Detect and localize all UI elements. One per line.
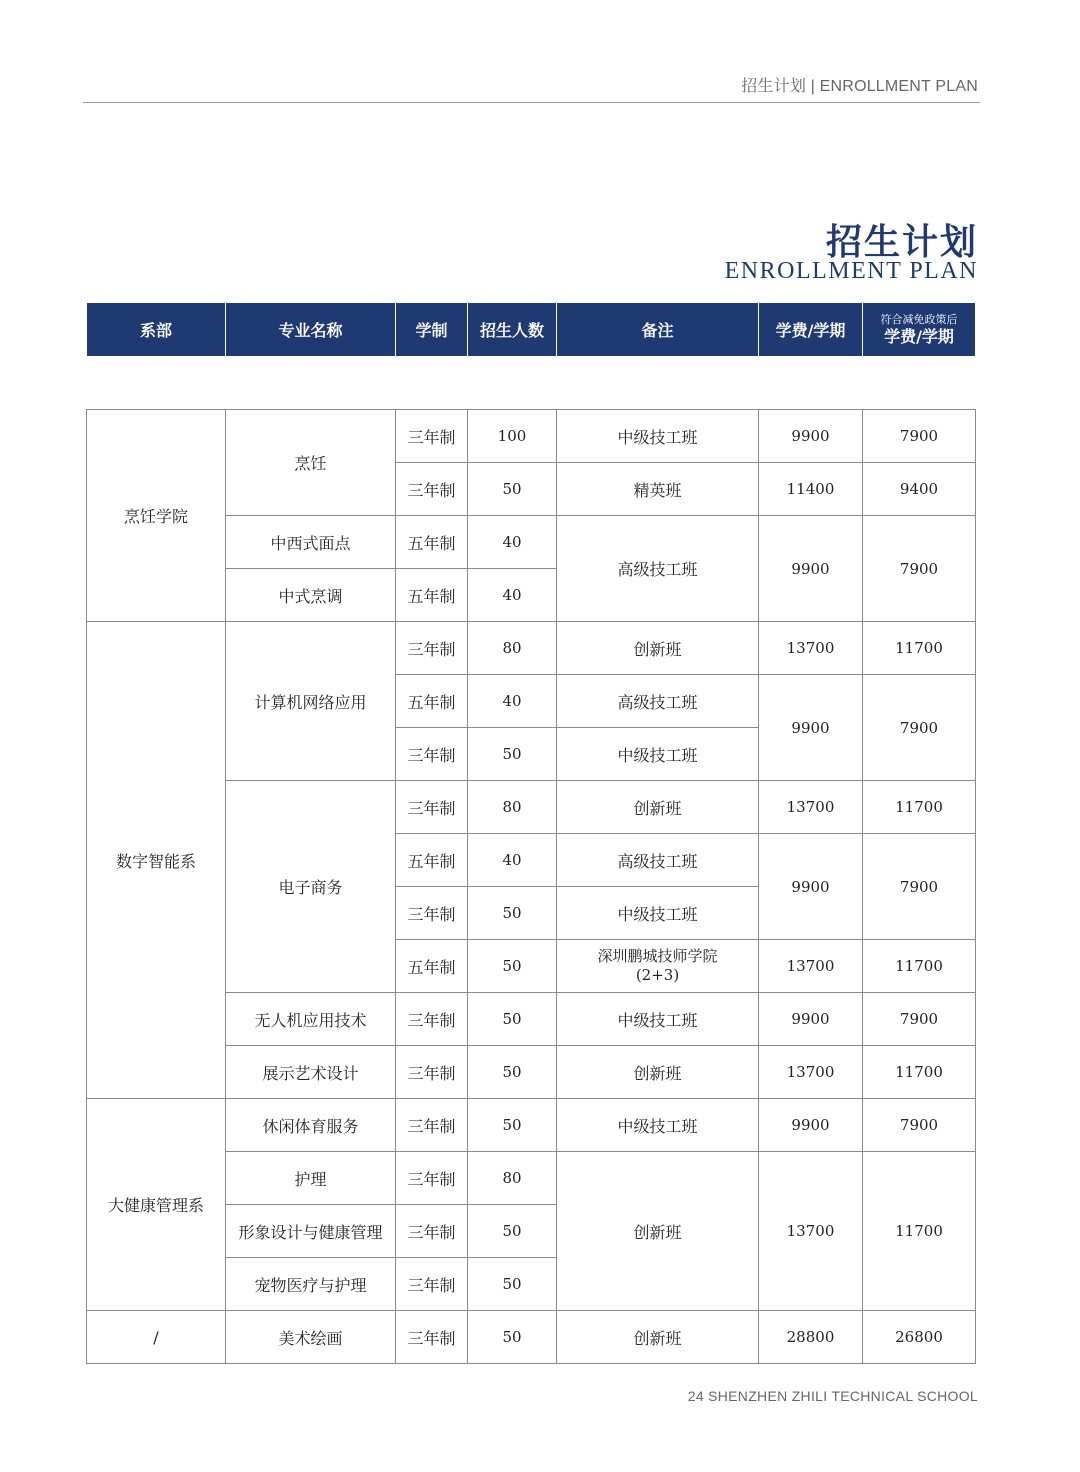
header-department: 系部 — [87, 303, 226, 357]
tuition-cell: 9900 — [759, 834, 863, 940]
reduced-tuition-cell: 7900 — [863, 675, 976, 781]
quota-cell: 50 — [468, 1311, 557, 1364]
reduced-tuition-cell: 7900 — [863, 834, 976, 940]
duration-cell: 三年制 — [396, 622, 468, 675]
quota-cell: 50 — [468, 463, 557, 516]
major-cell: 烹饪 — [226, 410, 396, 516]
tuition-cell: 13700 — [759, 1152, 863, 1311]
note-cell: 中级技工班 — [557, 1099, 759, 1152]
reduced-tuition-cell: 26800 — [863, 1311, 976, 1364]
tuition-cell: 9900 — [759, 516, 863, 622]
major-cell: 美术绘画 — [226, 1311, 396, 1364]
major-cell: 形象设计与健康管理 — [226, 1205, 396, 1258]
header-note: 备注 — [557, 303, 759, 357]
quota-cell: 40 — [468, 675, 557, 728]
note-line: (2+3) — [635, 966, 680, 984]
note-cell: 创新班 — [557, 1152, 759, 1311]
header-quota: 招生人数 — [468, 303, 557, 357]
tuition-cell: 9900 — [759, 993, 863, 1046]
note-cell: 创新班 — [557, 1311, 759, 1364]
quota-cell: 50 — [468, 940, 557, 993]
reduced-tuition-cell: 11700 — [863, 940, 976, 993]
note-cell: 创新班 — [557, 781, 759, 834]
duration-cell: 三年制 — [396, 1205, 468, 1258]
note-cell: 精英班 — [557, 463, 759, 516]
duration-cell: 五年制 — [396, 516, 468, 569]
header-tuition: 学费/学期 — [759, 303, 863, 357]
major-cell: 宠物医疗与护理 — [226, 1258, 396, 1311]
major-cell: 中西式面点 — [226, 516, 396, 569]
reduced-tuition-cell: 7900 — [863, 516, 976, 622]
reduced-tuition-cell: 11700 — [863, 781, 976, 834]
tuition-cell: 9900 — [759, 675, 863, 781]
quota-cell: 50 — [468, 728, 557, 781]
note-cell: 高级技工班 — [557, 675, 759, 728]
quota-cell: 80 — [468, 781, 557, 834]
duration-cell: 三年制 — [396, 728, 468, 781]
duration-cell: 三年制 — [396, 1311, 468, 1364]
table-row — [87, 1099, 976, 1152]
note-cell: 中级技工班 — [557, 887, 759, 940]
duration-cell: 三年制 — [396, 781, 468, 834]
note-cell: 中级技工班 — [557, 410, 759, 463]
note-cell: 高级技工班 — [557, 516, 759, 622]
quota-cell: 50 — [468, 1046, 557, 1099]
reduced-tuition-cell: 7900 — [863, 410, 976, 463]
quota-cell: 50 — [468, 1205, 557, 1258]
quota-cell: 80 — [468, 622, 557, 675]
quota-cell: 50 — [468, 887, 557, 940]
major-cell: 计算机网络应用 — [226, 622, 396, 781]
note-cell: 中级技工班 — [557, 993, 759, 1046]
table-row — [87, 410, 976, 463]
duration-cell: 三年制 — [396, 463, 468, 516]
department-cell: / — [87, 1311, 226, 1364]
duration-cell: 三年制 — [396, 887, 468, 940]
quota-cell: 50 — [468, 1099, 557, 1152]
tuition-cell: 11400 — [759, 463, 863, 516]
quota-cell: 50 — [468, 993, 557, 1046]
quota-cell: 80 — [468, 1152, 557, 1205]
table-row — [87, 1311, 976, 1364]
header-reduced-tuition — [863, 303, 976, 357]
tuition-cell: 9900 — [759, 410, 863, 463]
major-cell: 中式烹调 — [226, 569, 396, 622]
duration-cell: 三年制 — [396, 410, 468, 463]
header-major: 专业名称 — [226, 303, 396, 357]
reduced-tuition-cell: 11700 — [863, 1152, 976, 1311]
table-row — [87, 622, 976, 675]
quota-cell: 40 — [468, 516, 557, 569]
reduced-tuition-cell: 11700 — [863, 1046, 976, 1099]
reduced-tuition-cell: 11700 — [863, 622, 976, 675]
header-reduced-caption: 符合减免政策后 — [880, 313, 958, 327]
note-cell: 创新班 — [557, 1046, 759, 1099]
tuition-cell: 28800 — [759, 1311, 863, 1364]
note-cell: 中级技工班 — [557, 728, 759, 781]
duration-cell: 三年制 — [396, 1258, 468, 1311]
duration-cell: 五年制 — [396, 569, 468, 622]
major-cell: 休闲体育服务 — [226, 1099, 396, 1152]
quota-cell: 40 — [468, 569, 557, 622]
reduced-tuition-cell: 7900 — [863, 1099, 976, 1152]
major-cell: 护理 — [226, 1152, 396, 1205]
duration-cell: 三年制 — [396, 1046, 468, 1099]
duration-cell: 五年制 — [396, 675, 468, 728]
duration-cell: 五年制 — [396, 834, 468, 887]
header-duration: 学制 — [396, 303, 468, 357]
duration-cell: 五年制 — [396, 940, 468, 993]
quota-cell: 50 — [468, 1258, 557, 1311]
tuition-cell: 9900 — [759, 1099, 863, 1152]
table-spacer — [87, 357, 976, 410]
tuition-cell: 13700 — [759, 940, 863, 993]
page-subtitle: ENROLLMENT PLAN — [724, 258, 978, 284]
reduced-tuition-cell: 9400 — [863, 463, 976, 516]
tuition-cell: 13700 — [759, 1046, 863, 1099]
reduced-tuition-cell: 7900 — [863, 993, 976, 1046]
quota-cell: 40 — [468, 834, 557, 887]
duration-cell: 三年制 — [396, 1152, 468, 1205]
department-cell: 数字智能系 — [87, 622, 226, 1099]
major-cell: 电子商务 — [226, 781, 396, 993]
department-cell: 大健康管理系 — [87, 1099, 226, 1311]
note-line: 深圳鹏城技师学院 — [597, 947, 718, 966]
enrollment-plan-table — [86, 302, 976, 1364]
major-cell: 无人机应用技术 — [226, 993, 396, 1046]
tuition-cell: 13700 — [759, 622, 863, 675]
table-header-row — [87, 303, 976, 357]
tuition-cell: 13700 — [759, 781, 863, 834]
major-cell: 展示艺术设计 — [226, 1046, 396, 1099]
page-title: 招生计划 — [825, 222, 978, 263]
header-reduced-label: 学费/学期 — [884, 326, 954, 346]
running-header: 招生计划 | ENROLLMENT PLAN — [741, 78, 978, 95]
header-rule — [83, 102, 980, 103]
quota-cell: 100 — [468, 410, 557, 463]
duration-cell: 三年制 — [396, 993, 468, 1046]
page-footer: 24 SHENZHEN ZHILI TECHNICAL SCHOOL — [687, 1388, 978, 1404]
department-cell: 烹饪学院 — [87, 410, 226, 622]
note-cell: 高级技工班 — [557, 834, 759, 887]
duration-cell: 三年制 — [396, 1099, 468, 1152]
note-cell — [557, 940, 759, 993]
note-cell: 创新班 — [557, 622, 759, 675]
